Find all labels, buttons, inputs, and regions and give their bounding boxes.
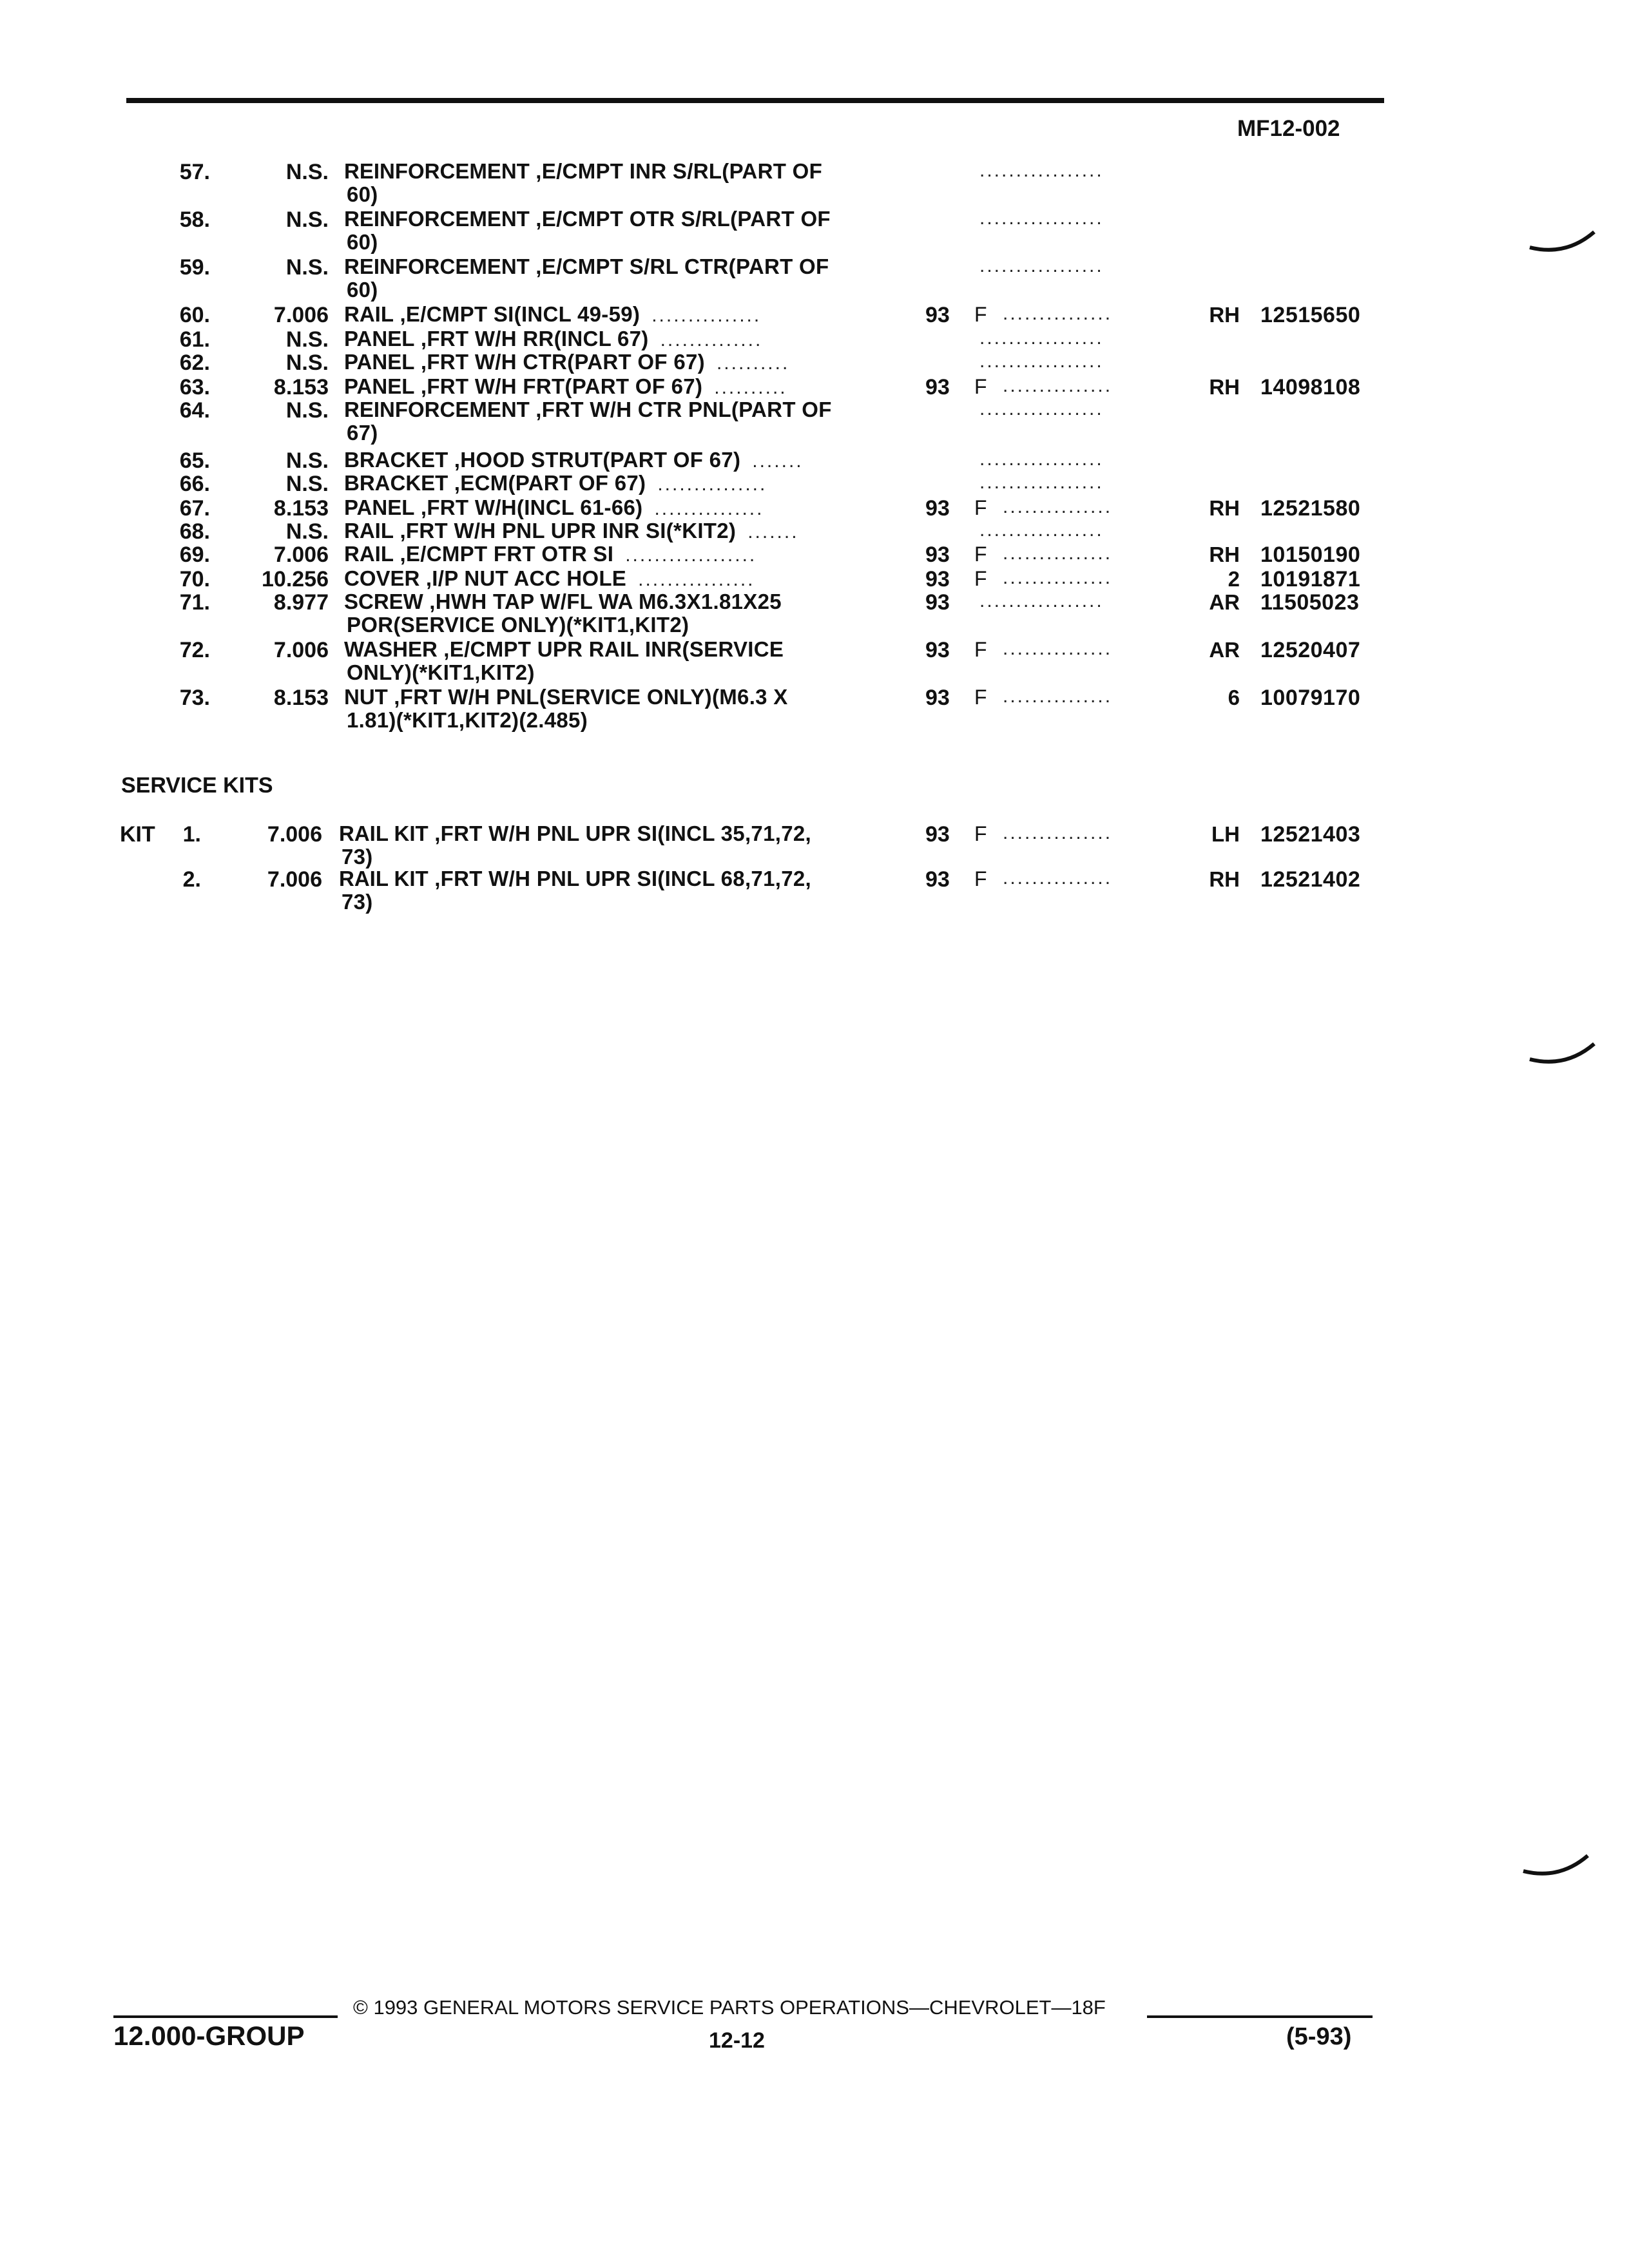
illustration-ref: 8.153 (273, 686, 329, 710)
model-year: 93 (925, 303, 950, 327)
footer-rule-left (113, 2015, 338, 2018)
part-name: RAIL KIT (339, 822, 429, 845)
part-detail: ,FRT W/H CTR(PART OF 67) (414, 350, 705, 374)
part-name: REINFORCEMENT (344, 255, 530, 278)
leader-dots: ................. (979, 472, 1104, 493)
part-name: PANEL (344, 495, 415, 519)
quantity: RH (1209, 543, 1240, 566)
binder-hole-mark (1521, 1849, 1592, 1881)
part-detail-continued: 1.81)(*KIT1,KIT2)(2.485) (347, 708, 588, 732)
part-name: PANEL (344, 374, 415, 398)
kit-prefix: KIT (120, 822, 155, 847)
model-year: 93 (925, 375, 950, 399)
item-number: 70. (179, 567, 210, 591)
body-code: F (974, 686, 987, 709)
leader-dots: ............... (1003, 543, 1113, 564)
leader-dots: ............... (1003, 822, 1113, 843)
part-detail: ,E/CMPT UPR RAIL INR(SERVICE (437, 637, 784, 661)
footer-date: (5-93) (1286, 2023, 1352, 2050)
quantity: 6 (1228, 686, 1240, 709)
part-name: BRACKET (344, 448, 448, 472)
footer-copyright: © 1993 GENERAL MOTORS SERVICE PARTS OPERATIONS—CHEVROLET—18F (353, 1996, 1106, 2019)
part-number: 10079170 (1260, 686, 1361, 710)
part-number: 10150190 (1260, 543, 1361, 567)
part-number: 14098108 (1260, 375, 1361, 399)
body-code: F (974, 867, 987, 890)
leader-dots: ................. (979, 590, 1104, 611)
item-number: 62. (179, 351, 210, 375)
part-detail: ,E/CMPT S/RL CTR(PART OF (529, 255, 829, 278)
part-detail-continued: POR(SERVICE ONLY)(*KIT1,KIT2) (347, 613, 689, 637)
part-detail: ,I/P NUT ACC HOLE (419, 566, 627, 590)
illustration-ref: N.S. (285, 255, 329, 280)
item-number: 61. (179, 327, 210, 352)
quantity: LH (1211, 822, 1240, 846)
part-description (339, 822, 874, 869)
leader-dots: ....... (747, 521, 799, 543)
part-detail: ,E/CMPT INR S/RL(PART OF (529, 159, 823, 183)
illustration-ref: 7.006 (273, 303, 329, 327)
model-year: 93 (925, 686, 950, 710)
illustration-ref: N.S. (285, 351, 329, 375)
leader-dots: ............... (1003, 638, 1113, 659)
service-kits-heading: SERVICE KITS (121, 773, 273, 798)
quantity: AR (1209, 638, 1240, 662)
illustration-ref: 8.153 (273, 496, 329, 521)
leader-dots: ............... (651, 305, 762, 326)
item-number: 60. (179, 303, 210, 327)
part-name: RAIL (344, 519, 394, 543)
part-description (339, 867, 874, 914)
illustration-ref: 10.256 (262, 567, 329, 591)
part-detail-continued: 60) (347, 278, 378, 302)
illustration-ref: N.S. (285, 398, 329, 423)
leader-dots: ............... (1003, 375, 1113, 396)
item-number: 71. (179, 590, 210, 615)
quantity: RH (1209, 867, 1240, 891)
part-detail-continued: 67) (347, 421, 378, 445)
quantity: RH (1209, 303, 1240, 327)
body-code: F (974, 638, 987, 661)
part-detail: ,HOOD STRUT(PART OF 67) (448, 448, 741, 472)
leader-dots: ................. (979, 519, 1104, 541)
part-detail-continued: 60) (347, 182, 378, 206)
item-number: 69. (179, 543, 210, 567)
part-detail: ,ECM(PART OF 67) (448, 471, 646, 495)
part-detail: ,FRT W/H FRT(PART OF 67) (414, 374, 703, 398)
binder-hole-mark (1527, 1037, 1598, 1070)
part-name: COVER (344, 566, 420, 590)
part-name: REINFORCEMENT (344, 398, 530, 421)
part-detail: ,FRT W/H CTR PNL(PART OF (529, 398, 832, 421)
footer-group: 12.000-GROUP (113, 2021, 305, 2051)
body-code: F (974, 375, 987, 398)
part-name: RAIL (344, 302, 394, 326)
part-name: PANEL (344, 350, 415, 374)
part-name: NUT (344, 685, 388, 709)
part-detail-continued: 73) (342, 845, 373, 869)
illustration-ref: N.S. (285, 472, 329, 496)
leader-dots: .......... (716, 352, 790, 374)
leader-dots: .................. (625, 544, 757, 566)
item-number: 67. (179, 496, 210, 521)
part-number: 12521580 (1260, 496, 1361, 521)
part-name: SCREW (344, 590, 423, 613)
illustration-ref: 8.153 (273, 375, 329, 399)
footer-rule-right (1147, 2015, 1373, 2018)
model-year: 93 (925, 822, 950, 847)
leader-dots: ............... (1003, 686, 1113, 707)
illustration-ref: 7.006 (267, 822, 322, 847)
illustration-ref: N.S. (285, 519, 329, 544)
illustration-ref: N.S. (285, 207, 329, 232)
model-year: 93 (925, 590, 950, 615)
leader-dots: ................. (979, 327, 1104, 349)
model-year: 93 (925, 567, 950, 591)
leader-dots: ............... (1003, 303, 1113, 324)
part-detail: ,E/CMPT FRT OTR SI (394, 542, 614, 566)
leader-dots: ................. (979, 255, 1104, 276)
part-name: REINFORCEMENT (344, 207, 530, 231)
illustration-ref: 8.977 (273, 590, 329, 615)
item-number: 72. (179, 638, 210, 662)
item-number: 2. (182, 867, 201, 892)
part-number: 12515650 (1260, 303, 1361, 327)
leader-dots: ............... (1003, 867, 1113, 889)
illustration-ref: 7.006 (267, 867, 322, 892)
leader-dots: ................ (638, 569, 755, 590)
part-name: RAIL KIT (339, 867, 429, 890)
leader-dots: ............... (657, 474, 767, 495)
part-detail: ,FRT W/H RR(INCL 67) (414, 327, 649, 351)
part-detail-continued: 60) (347, 230, 378, 254)
part-name: WASHER (344, 637, 438, 661)
part-number: 12521403 (1260, 822, 1361, 847)
item-number: 58. (179, 207, 210, 232)
illustration-ref: N.S. (285, 327, 329, 352)
part-detail: ,FRT W/H PNL UPR SI(INCL 35,71,72, (428, 822, 811, 845)
part-number: 12520407 (1260, 638, 1361, 662)
footer-page-number: 12-12 (709, 2028, 765, 2053)
illustration-ref: N.S. (285, 448, 329, 473)
part-name: BRACKET (344, 471, 448, 495)
item-number: 65. (179, 448, 210, 473)
item-number: 64. (179, 398, 210, 423)
model-year: 93 (925, 867, 950, 892)
leader-dots: .......... (714, 377, 787, 398)
item-number: 1. (182, 822, 201, 847)
model-year: 93 (925, 496, 950, 521)
illustration-ref: 7.006 (273, 638, 329, 662)
part-number: 10191871 (1260, 567, 1361, 591)
illustration-ref: N.S. (285, 160, 329, 184)
part-number: 12521402 (1260, 867, 1361, 892)
binder-hole-mark (1527, 226, 1598, 258)
item-number: 68. (179, 519, 210, 544)
body-code: F (974, 543, 987, 566)
part-name: PANEL (344, 327, 415, 351)
leader-dots: ................. (979, 160, 1104, 181)
quantity: 2 (1228, 567, 1240, 591)
body-code: F (974, 822, 987, 845)
page-code: MF12-002 (1237, 116, 1340, 141)
leader-dots: ............... (654, 498, 764, 519)
part-name: RAIL (344, 542, 394, 566)
illustration-ref: 7.006 (273, 543, 329, 567)
body-code: F (974, 496, 987, 519)
part-detail: ,FRT W/H(INCL 61-66) (414, 495, 643, 519)
item-number: 63. (179, 375, 210, 399)
part-number: 11505023 (1260, 590, 1360, 615)
body-code: F (974, 303, 987, 326)
part-detail: ,HWH TAP W/FL WA M6.3X1.81X25 (423, 590, 782, 613)
leader-dots: ....... (752, 450, 804, 472)
leader-dots: ................. (979, 351, 1104, 372)
leader-dots: ................. (979, 398, 1104, 419)
part-name: REINFORCEMENT (344, 159, 530, 183)
item-number: 73. (179, 686, 210, 710)
part-detail: ,FRT W/H PNL(SERVICE ONLY)(M6.3 X (387, 685, 788, 709)
part-detail: ,FRT W/H PNL UPR SI(INCL 68,71,72, (428, 867, 811, 890)
model-year: 93 (925, 543, 950, 567)
part-detail: ,E/CMPT SI(INCL 49-59) (394, 302, 641, 326)
part-detail-continued: ONLY)(*KIT1,KIT2) (347, 660, 535, 684)
model-year: 93 (925, 638, 950, 662)
item-number: 57. (179, 160, 210, 184)
body-code: F (974, 567, 987, 590)
item-number: 66. (179, 472, 210, 496)
leader-dots: ................. (979, 448, 1104, 470)
leader-dots: ............... (1003, 567, 1113, 588)
part-detail: ,E/CMPT OTR S/RL(PART OF (529, 207, 831, 231)
leader-dots: ............... (1003, 496, 1113, 517)
quantity: RH (1209, 375, 1240, 399)
part-detail-continued: 73) (342, 890, 373, 914)
part-detail: ,FRT W/H PNL UPR INR SI(*KIT2) (394, 519, 737, 543)
leader-dots: .............. (660, 329, 763, 351)
item-number: 59. (179, 255, 210, 280)
quantity: AR (1209, 590, 1240, 614)
leader-dots: ................. (979, 207, 1104, 229)
quantity: RH (1209, 496, 1240, 520)
